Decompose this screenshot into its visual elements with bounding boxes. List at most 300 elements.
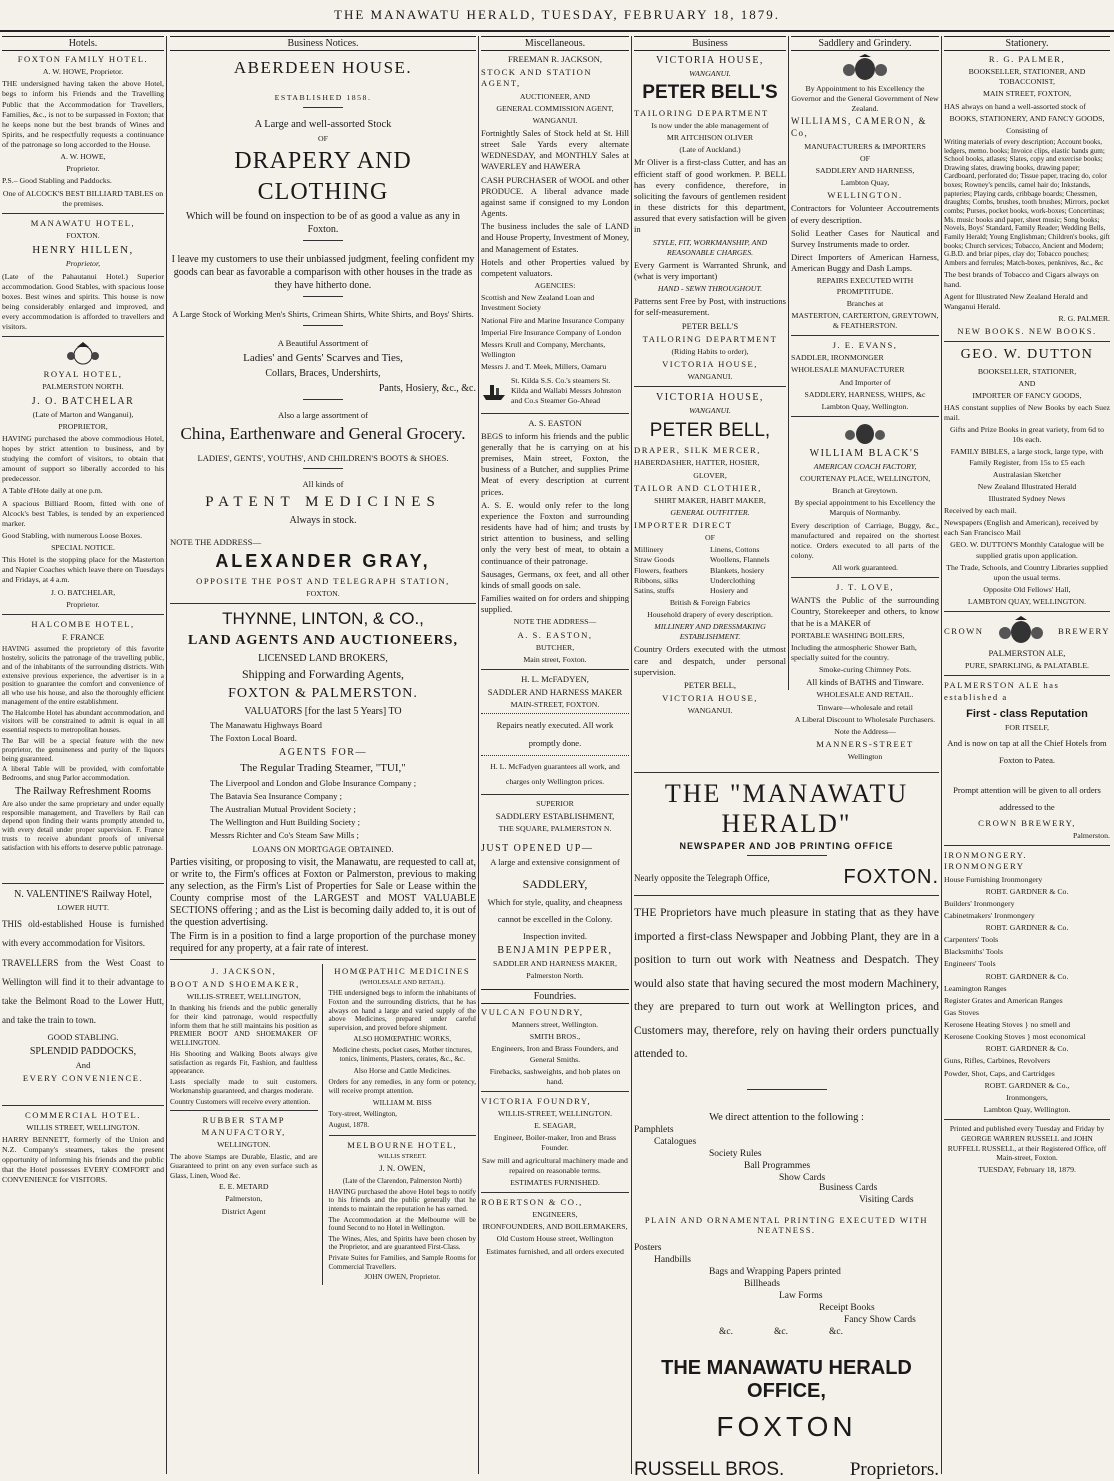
ad-line: A Large and well-assorted Stock [254, 119, 392, 131]
ad-line: Blacksmiths' Tools [944, 947, 1003, 957]
ad-body: Lasts specially made to suit customers. Workmanship guaranteed, and charges moderate. [170, 1077, 318, 1095]
ad-title: BREWERY [1057, 625, 1110, 636]
ad-title: FOXTON FAMILY HOTEL. [17, 54, 149, 64]
ad-title: WILLIAMS, CAMERON, & Co, [791, 116, 927, 139]
ad-line: Estimates furnished, and all orders executed [486, 1246, 624, 1256]
ad-line: Wellington [847, 752, 883, 762]
ad-line: STYLE, FIT, WORKMANSHIP, AND REASONABLE CHARGES. [652, 237, 768, 257]
print-item: Handbills [654, 1254, 691, 1265]
ad-body: Are also under the same proprietary and under equally responsible management, and Travellers by Rail can depend upon finding their wants promptly attended to, with every detail under proper supervision. F. France trusts to receive abundant proofs of universal satisfaction with his efforts to deserve public patronage. [2, 799, 164, 852]
royal-coat-of-arms-icon [837, 54, 893, 82]
ad-line: BOOKS, STATIONERY, AND FANCY GOODS, [949, 113, 1105, 123]
ad-body: THE Proprietors have much pleasure in stating that as they have imported a first-class Newspaper and Jobbing Plant, they are in a position to turn out work with Neatness and Despatch. They would also state that having secured the most modern Machinery, they are prepared to turn out work at Wellington prices, and Customers may, therefore, rely on having their orders punctually attended to. [634, 907, 939, 1061]
ad-body: TRAVELLERS from the West Coast to Wellington will find it to their advantage to take the Belmont Road to the Lower Hutt, and take the train to town. [2, 958, 164, 1026]
ad-line: NOTE THE ADDRESS— [513, 617, 597, 627]
ad-line: (Late of Auckland.) [679, 145, 741, 155]
ad-cell [329, 964, 477, 1285]
ad-line: WILLIS STREET, WELLINGTON. [26, 1122, 140, 1132]
ad-line: (Late of Marton and Wanganui), [32, 409, 134, 419]
ad-line: Also a large assortment of [277, 410, 369, 420]
ad-title: J. T. LOVE, [836, 582, 894, 593]
column-rule [788, 36, 789, 690]
ad-line: IMPORTER DIRECT [634, 520, 733, 531]
ad-line: BOOKSELLER, STATIONER, [977, 366, 1077, 376]
ad-line: FOR ITSELF, [1005, 723, 1049, 733]
ad-signature: Palmerston, [225, 1194, 263, 1204]
ad-line: PORTABLE WASHING BOILERS, [791, 630, 905, 640]
ad-line: GENERAL OUTFITTER. [670, 507, 750, 517]
ad-line: All kinds of [302, 479, 344, 490]
ad-line: CROWN BREWERY, [978, 817, 1076, 828]
ad-title: CROWN [944, 625, 984, 636]
ad-signature: WANGANUI. [687, 706, 733, 716]
ad-row [634, 1459, 939, 1481]
ad-body: WANTS the Public of the surrounding Country, Storekeeper and others, to know that he is a MAKER of [791, 595, 939, 628]
ad-name: F. FRANCE [61, 631, 105, 642]
ad-line: MR AITCHISON OLIVER [666, 133, 754, 143]
ad-body: The Bar will be a special feature with the new proprietor, the genuineness and purity of the liquors being guaranteed. [2, 736, 164, 763]
ad-headline: PETER BELL'S [642, 82, 778, 104]
ad-headline: FOXTON. [843, 866, 939, 888]
ad-line: LOANS ON MORTGAGE OBTAINED. [252, 843, 394, 854]
ad-signature: District Agent [221, 1206, 266, 1216]
print-item: Bags and Wrapping Papers printed [709, 1266, 841, 1277]
ad-title: R. G. PALMER, [988, 54, 1066, 64]
ad-headline: DRAPERY AND CLOTHING [234, 147, 412, 206]
ad-title: J. JACKSON, [211, 965, 277, 976]
ad-line: The best brands of Tobacco and Cigars always on hand. [944, 269, 1099, 289]
ad-line: LADIES', GENTS', YOUTHS', AND CHILDREN'S BOOTS & SHOES. [197, 453, 449, 464]
column-miscellaneous [481, 36, 629, 1474]
goods-item: Straw Goods [634, 555, 675, 565]
print-item: &c. [829, 1326, 843, 1337]
print-item: Pamphlets [634, 1124, 674, 1135]
ad-title: MANAWATU HOTEL, [30, 217, 136, 228]
ad-headline: GEO. W. DUTTON [960, 347, 1094, 363]
ad-line: A large and extensive consignment of [490, 857, 620, 868]
ad-line: REPAIRS EXECUTED WITH PROMPTITUDE. [816, 276, 914, 296]
ad-line: The Regular Trading Steamer, "TUI," [240, 762, 406, 775]
divider [170, 603, 476, 604]
ad-body: Every description of Carriage, Buggy, &c., manufactured and repaired on the shortest notice. Orders executed to all parts of the colony. [791, 520, 939, 560]
section-heading: Business Notices. [170, 36, 476, 51]
ad-body: A liberal Table will be provided, with comfortable Bedrooms, and snug Parlor accommodation. [2, 765, 164, 783]
ad-line: Which for style, quality, and cheapness cannot be excelled in the Colony. [487, 897, 623, 925]
ad-line: Guns, Rifles, Carbines, Revolvers [944, 1056, 1051, 1066]
ad-body: The business includes the sale of LAND and House Property, Investment of Money, and Management of Estates. [481, 221, 629, 254]
ad-signature: R. G. PALMER. [1058, 314, 1110, 324]
ad-line: ENGINEERS, [532, 1210, 578, 1220]
print-item: Posters [634, 1242, 662, 1253]
ad-line: Scottish and New Zealand Loan and Investment Society [481, 293, 595, 313]
divider [481, 669, 629, 670]
ad-line: BOOT AND SHOEMAKER, [170, 978, 300, 989]
ad-line: PURE, SPARKLING, & PALATABLE. [964, 661, 1089, 671]
ad-line: GEO. W. DUTTON'S Monthly Catalogue will be supplied gratis upon application. [950, 540, 1104, 560]
ad-line: Imperial Fire Insurance Company of London [481, 327, 622, 337]
ad-body: And is now on tap at all the Chief Hotels from Foxton to Patea. [947, 738, 1107, 766]
ad-line: Illustrated Sydney News [988, 493, 1066, 503]
ad-line: By special appointment to his Excellency the Marquis of Normanby. [794, 498, 936, 518]
ad-signature: WILLIAM M. BISS [372, 1098, 432, 1107]
ad-line: The Liverpool and London and Globe Insurance Company ; [210, 777, 417, 788]
goods-item: Blankets, hosiery [710, 565, 765, 575]
ad-line: National Fire and Marine Insurance Company [481, 315, 625, 325]
divider [481, 1091, 629, 1092]
goods-item: Ribbons, silks [634, 575, 679, 585]
ad-line: PROPRIETOR, [58, 421, 108, 431]
ad-line: Kerosene Cooking Stoves } most economical [944, 1032, 1086, 1042]
ad-line: GENERAL COMMISSION AGENT, [496, 103, 614, 113]
divider [303, 296, 343, 297]
ad-line: OF [705, 533, 715, 543]
section-heading: Stationery. [944, 36, 1110, 51]
ad-line: TAILOR AND CLOTHIER, [634, 482, 762, 493]
ad-line: The Batavia Sea Insurance Company ; [210, 790, 342, 801]
ad-line: MAIN STREET, FOXTON, [982, 89, 1072, 99]
print-item: &c. [774, 1326, 788, 1337]
ad-name: HENRY HILLEN, [32, 244, 134, 257]
ad-line: Cabinetmakers' Ironmongery [944, 910, 1035, 920]
ad-body: Writing materials of every description; Account books, ledgers, memo. books; Invoice clips, elastic bands gum; School books, atlases; Slates, copy and exercise books; Drawing slates, drawing books, drawing paper; Cardboard, perforated do; Tissue paper, tracing do, color boxes; Rowney's pencils, camel hair do; Inkstands, papteries; Playing cards, cribbage boards; Chessmen, draughts; Combs, brushes, tooth brushes; Mirrors, pocket combs; Purses, pocket books, work-boxes; Concertinas; Ms. music books and paper, sheet music; Song books; Novels, Boys' Standard, Family Reader; Wedding Bells, Family Herald; Young Englishman; Children's books, gift books; Church services; Tobacco, Ancient and Modern; G.B.D. and briar pipes, clay do; Tobacco pouches; Ambers and ferrules; Match-boxes, penknives, &c., &c [944, 137, 1110, 267]
ad-line: Opposite Old Fellows' Hall, [983, 584, 1071, 594]
ad-line: ESTABLISHED 1858. [274, 93, 372, 103]
steamer-icon [481, 381, 507, 401]
ad-line: Note the Address— [834, 726, 896, 736]
ad-title: A. S. EASTON [528, 417, 582, 428]
ad-line: FOXTON. [66, 230, 100, 240]
ad-line: PLAIN AND ORNAMENTAL PRINTING EXECUTED WITH NEATNESS. [644, 1214, 929, 1235]
ad-line: FOXTON. [306, 588, 340, 598]
ad-line: Palmerston. [1072, 831, 1110, 841]
ad-line: BUTCHER, [535, 642, 575, 652]
ad-line: All kinds of BATHS and Tinware. [806, 677, 924, 688]
print-item: &c. [719, 1326, 733, 1337]
ad-line: Branch at Greytown. [832, 486, 898, 496]
ad-line: MAIN-STREET, FOXTON. [510, 700, 600, 710]
ad-signature: VICTORIA HOUSE, [662, 359, 758, 370]
ad-body: THE undersigned having taken the above Hotel, begs to inform his Friends and the Travelling Public that the Accommodation for Travellers, Families, &c., is not to be surpassed in Foxton; that he keeps none but the best brands of Wines and Spirits, and he respectfully requests a continuance of the patronage so long accorded to the House. [2, 79, 164, 150]
ad-line: Main street, Foxton. [523, 654, 587, 664]
ad-line: LICENSED LAND BROKERS, [258, 653, 388, 665]
ad-body: Patterns sent Free by Post, with instructions for self-measurement. [634, 296, 786, 318]
goods-item: Millinery [634, 545, 664, 555]
ad-signature: Proprietor. [66, 599, 100, 609]
royal-coat-of-arms-icon [837, 421, 893, 445]
ad-line: JUST OPENED UP— [481, 843, 594, 855]
ad-body: HAVING purchased the above Hotel begs to notify to his friends and the public generally that he intends to maintain the reputation he has earned. [328, 1187, 476, 1213]
ad-line: WILLIS-STREET, WELLINGTON. [497, 1109, 613, 1119]
divider [481, 755, 629, 756]
ad-line: Also Horse and Cattle Medicines. [353, 1066, 451, 1075]
divider [747, 855, 827, 856]
divider [2, 883, 164, 884]
ad-line: Agent for Illustrated New Zealand Herald and Wanganui Herald. [944, 291, 1088, 311]
ad-line: And [75, 1060, 91, 1071]
ad-headline: First - class Reputation [966, 707, 1088, 720]
divider [791, 335, 939, 336]
divider [944, 675, 1110, 676]
ad-name: J. O. BATCHELAR [31, 395, 135, 407]
ad-line: WANGANUI. [532, 115, 578, 125]
ad-headline: FOXTON [716, 1410, 857, 1442]
print-item: Visiting Cards [859, 1194, 914, 1205]
ad-body: Mr Oliver is a first-class Cutter, and has an efficient staff of good workmen. P. BELL has every confidence, therefore, in soliciting the favours of gentlemen resident in these districts for this department, assured that every satisfaction will be given in [634, 157, 786, 235]
ad-title: VICTORIA FOUNDRY, [481, 1095, 592, 1106]
divider [2, 213, 164, 214]
divider [634, 386, 786, 387]
print-item: Fancy Show Cards [844, 1314, 916, 1325]
column-stationery [944, 36, 1110, 1474]
ad-line: SHIRT MAKER, HABIT MAKER, [654, 495, 766, 505]
ad-signature: Tory-street, Wellington, [328, 1110, 397, 1119]
ad-title: The Railway Refreshment Rooms [15, 785, 151, 797]
section-heading: Miscellaneous. [481, 36, 629, 51]
ad-line: SADDLERY AND HARNESS, [815, 166, 915, 175]
print-item: Business Cards [819, 1182, 878, 1193]
ad-signature: Lambton Quay, Wellington. [983, 1104, 1071, 1114]
ad-line: WHOLESALE MANUFACTURER [791, 365, 905, 375]
ad-line: Messrs Richter and Co's Steam Saw Mills ; [210, 830, 359, 841]
ad-title: VICTORIA HOUSE, [656, 392, 764, 404]
ad-line: A Table d'Hote daily at one p.m. [2, 486, 103, 496]
divider [944, 341, 1110, 342]
ad-title: ROBERTSON & CO., [481, 1196, 583, 1207]
ad-signature: J. O. BATCHELAR, [50, 587, 116, 597]
ad-line: OF [860, 153, 870, 163]
ad-body: The Halcombe Hotel has abundant accommodation, and visitors will be constrained to admit is equal in all essential respects to metropolitan houses. [2, 708, 164, 735]
ad-line: A. W. HOWE, Proprietor. [42, 67, 124, 77]
divider [481, 794, 629, 795]
divider [944, 845, 1110, 846]
ad-line: The Trade, Schools, and Country Libraries supplied upon the usual terms. [946, 562, 1108, 582]
ad-line: TAILORING DEPARTMENT [634, 107, 769, 118]
ad-title: ABERDEEN HOUSE. [233, 58, 413, 77]
goods-item: Linens, Cottons [710, 545, 760, 555]
divider [2, 614, 164, 615]
ad-name: SMITH BROS., [529, 1032, 581, 1042]
ad-line: STOCK AND STATION AGENT, [481, 67, 593, 89]
ad-title: VULCAN FOUNDRY, [481, 1006, 584, 1017]
ad-line: OPPOSITE THE POST AND TELEGRAPH STATION, [196, 575, 450, 586]
ad-signature: PETER BELL'S [681, 320, 739, 331]
ad-line: Always in stock. [289, 515, 357, 527]
ad-body: HAVING purchased the above commodious Hotel, hopes by strict attention to business, and by studying the comfort of visitors, to obtain that amount of support so liberally accorded to his predecessor. [2, 433, 164, 484]
ad-signature: WANGANUI. [687, 372, 733, 382]
divider [634, 895, 939, 896]
ad-line: PALMERSTON NORTH. [42, 382, 124, 392]
column-saddlery [791, 36, 939, 762]
ad-body: (Late of the Pahautanui Hotel.) Superior accommodation. Good Stables, with spacious loose boxes. Best wines and spirits. This house is now being considerably enlarged and improved, and every accommodation is afforded to travellers and visitors. [2, 271, 164, 332]
ad-body: The Firm is in a position to find a large proportion of the purchase money required for any property, at a fair rate of interest. [170, 930, 476, 954]
divider [2, 336, 164, 337]
ad-line: The Australian Mutual Provident Society ; [210, 804, 356, 815]
ad-line: DRAPER, SILK MERCER, [634, 445, 761, 456]
ad-body: HARRY BENNETT, formerly of the Union and N.Z. Company's steamers, takes the present opportunity of informing his friends and the public that the Hotel possesses EVERY COMFORT and CONVENIENCE for VISITORS. [2, 1134, 164, 1185]
ad-line: British & Foreign Fabrics [669, 597, 751, 607]
ad-body: Saw mill and agricultural machinery made and repaired on reasonable terms. [482, 1155, 628, 1175]
ad-line: By Appointment to his Excellency the Governor and the General Government of New Zealand. [791, 84, 939, 114]
ad-line: Palmerston North. [526, 970, 584, 980]
ad-body: In thanking his friends and the public generally for their kind patronage, would respectfully inform them that he still maintains his position as PREMIER BOOT AND SHOEMAKER OF WELLINGTON. [170, 1003, 318, 1048]
print-item: Ball Programmes [744, 1160, 811, 1171]
ad-line: A Liberal Discount to Wholesale Purchasers. [794, 714, 936, 724]
print-item: Catalogues [654, 1136, 697, 1147]
divider [303, 107, 343, 108]
divider [481, 1192, 629, 1193]
ad-signature: JOHN OWEN, Proprietor. [364, 1273, 441, 1282]
ad-line: NEW BOOKS. NEW BOOKS. [957, 326, 1097, 337]
ad-body: Hotels and other Properties valued by competent valuators. [481, 256, 629, 278]
imprint: Printed and published every Tuesday and Friday by GEORGE WARREN RUSSELL and JOHN RUFFELL RUSSELL, at their Registered Office, off Main-street, Foxton. [947, 1124, 1107, 1163]
divider [2, 1105, 164, 1106]
ad-line: SPLENDID PADDOCKS, [29, 1046, 137, 1058]
ad-headline: LAND AGENTS AND AUCTIONEERS, [188, 633, 458, 649]
imprint-date: TUESDAY, February 18, 1879. [978, 1165, 1076, 1175]
ad-line: THE SQUARE, PALMERSTON N. [498, 824, 612, 834]
print-item: Billheads [744, 1278, 780, 1289]
ad-line: Kerosene Heating Stoves } no smell and [944, 1020, 1071, 1030]
ad-line: EVERY CONVENIENCE. [22, 1073, 144, 1084]
ad-line: SPECIAL NOTICE. [51, 543, 115, 553]
ad-line: And Importer of [839, 377, 891, 387]
ad-body: CASH PURCHASER of WOOL and other PRODUCE. A liberal advance made against same if consigned to my London Agents. [481, 174, 629, 219]
ad-line: The Manawatu Highways Board [210, 720, 322, 731]
divider [170, 1110, 318, 1111]
ad-line: Manners street, Wellington. [511, 1020, 599, 1030]
ad-body: HAS always on hand a well-assorted stock of [944, 101, 1086, 111]
royal-crest-icon [63, 341, 103, 367]
ad-title: RUBBER STAMP MANUFACTORY, [201, 1115, 286, 1137]
ad-line: Australasian Sketcher [992, 469, 1062, 479]
ad-body: This Hotel is the stopping place for the Masterton and Napier Coaches which leave there on Tuesdays and Fridays, at 4 a.m. [2, 555, 164, 585]
ad-line: FAMILY BIBLES, a large stock, large type, with Family Register, from 15s to £5 each [950, 447, 1104, 467]
ad-body: Contractors for Volunteer Accoutrements of every description. [791, 203, 939, 225]
ad-body: Every Garment is Warranted Shrunk, and (what is very important) [634, 259, 786, 281]
divider [791, 577, 939, 578]
ad-line: ALSO HOMŒPATHIC WORKS, [353, 1034, 452, 1043]
ad-body: Families waited on for orders and shipping supplied. [481, 593, 629, 615]
ad-line: All work guaranteed. [831, 563, 899, 572]
ad-line: HABERDASHER, HATTER, HOSIER, [634, 458, 760, 468]
ad-line: MANNERS-STREET [816, 738, 914, 749]
ad-name: BENJAMIN PEPPER, [497, 944, 613, 956]
ad-line: BOOKSELLER, STATIONER, AND TOBACCONIST, [968, 67, 1086, 87]
section-heading: Foundries. [481, 989, 629, 1004]
ad-body: Country Customers will receive every attention. [170, 1096, 311, 1106]
ad-line: (Late of the Clarendon, Palmerston North) [342, 1176, 462, 1185]
ad-line: Messrs Krull and Company, Merchants, Wellington [481, 339, 606, 359]
ad-headline: Proprietors. [849, 1458, 939, 1480]
ad-line: AND [1018, 378, 1036, 388]
ad-line: Old Custom House street, Wellington [496, 1234, 614, 1244]
ad-body: THE undersigned begs to inform the inhabitants of Foxton and the surrounding districts, that he has always on hand a large and varied supply of the above Medicines, prepared under careful supervision, and proved before shipment. [328, 989, 476, 1032]
goods-item: Flowers, feathers [634, 565, 688, 575]
ad-name: E. SEAGAR, [534, 1121, 576, 1131]
ad-line: AGENTS FOR— [279, 747, 367, 759]
goods-item: Woollens, Flannels [710, 555, 770, 565]
ad-signature: Ironmongers, [1006, 1092, 1048, 1102]
ad-headline: FOXTON & PALMERSTON. [228, 685, 418, 701]
ad-row [944, 616, 1110, 646]
ad-headline: ALEXANDER GRAY, [215, 551, 431, 572]
ad-line: COURTENAY PLACE, WELLINGTON, [799, 474, 931, 483]
print-item: Society Rules [709, 1148, 762, 1159]
masthead-rule [0, 30, 1114, 32]
ad-line: The Foxton Local Board. [210, 733, 297, 744]
ad-line: WELLINGTON. [217, 1139, 271, 1149]
ad-body: BEGS to inform his friends and the public generally that he is carrying on at his premises, Main street, Foxton, the business of a Butcher, and supplies Prime Meat of every description at current prices. [481, 430, 629, 497]
ad-line: AMERICAN COACH FACTORY, [813, 461, 917, 471]
column-business-notices [170, 36, 476, 1474]
ad-line: Ladies' and Gents' Scarves and Ties, [243, 351, 403, 364]
ad-line: One of ALCOCK'S BEST BILLIARD TABLES on the premises. [2, 188, 164, 208]
ad-line: Tinware—wholesale and retail [817, 702, 913, 712]
ad-line: IMPORTER OF FANCY GOODS, [972, 390, 1082, 400]
ad-line: WANGANUI. [689, 406, 731, 416]
ad-line: IRONFOUNDERS, AND BOILERMAKERS, [482, 1222, 628, 1232]
ad-headline: SADDLERY, [522, 876, 588, 891]
ad-line: WILLIS STREET. [377, 1152, 427, 1160]
divider [303, 399, 343, 400]
ad-line: Including the atmospheric Shower Bath, specially suited for the country. [791, 642, 917, 663]
ad-line: Lambton Quay, Wellington. [821, 401, 909, 411]
ad-body: Country Orders executed with the utmost care and despatch, under personal supervision. [634, 644, 786, 677]
ad-line: VALUATORS [for the last 5 Years] TO [244, 706, 402, 718]
print-item: Receipt Books [819, 1302, 875, 1313]
ad-line: Is now under the able management of [651, 120, 769, 130]
column-hotels [2, 36, 164, 1474]
ad-line: MILLINERY AND DRESSMAKING ESTABLISHMENT. [654, 622, 766, 642]
ad-line: House Furnishing Ironmongery [944, 874, 1043, 884]
ad-line: P.S.– Good Stabling and Paddocks. [2, 176, 112, 186]
ad-body: His Shooting and Walking Boots always give satisfaction as regards Fit, Fashion, and faultless appearance. [170, 1048, 318, 1076]
ad-line: NOTE THE ADDRESS— [170, 537, 262, 548]
ad-line: SADDLERY ESTABLISHMENT, [495, 811, 615, 822]
divider [481, 413, 629, 414]
ad-line: SADDLERY, HARNESS, WHIPS, &c [804, 389, 926, 399]
ad-signature: A. W. HOWE, [60, 152, 106, 162]
ad-title: FREEMAN R. JACKSON, [507, 54, 603, 64]
ad-line: NEWSPAPER AND JOB PRINTING OFFICE [679, 841, 894, 851]
ad-headline: RUSSELL BROS. [634, 1458, 785, 1480]
ad-body: Engineers, Iron and Brass Founders, and General Smiths. [491, 1044, 619, 1064]
divider [944, 1119, 1110, 1120]
column-rule [941, 36, 942, 1474]
ad-title: H. L. McFADYEN, [521, 673, 589, 684]
ad-cell [170, 964, 323, 1285]
section-heading: Hotels. [2, 36, 164, 51]
divider [791, 416, 939, 417]
ad-line: A Large Stock of Working Men's Shirts, Crimean Shirts, White Shirts, and Boys' Shirts. [172, 309, 474, 320]
ad-line: Shipping and Forwarding Agents, [242, 667, 404, 682]
column-rule [478, 36, 479, 1474]
ad-line: A Beautiful Assortment of [277, 337, 369, 348]
ad-line: Messrs J. and T. Meek, Millers, Oamaru [481, 362, 607, 371]
ad-title: IRONMONGERY. IRONMONGERY [944, 850, 1028, 872]
column-business [634, 36, 786, 716]
divider [944, 611, 1110, 612]
ad-title: N. VALENTINE'S Railway Hotel, [14, 888, 152, 900]
ad-signature: PETER BELL, [683, 679, 737, 690]
ad-body: Parties visiting, or proposing to visit, the Manawatu, are requested to call at, or write to, the Firm's offices at Foxton or Palmerston, previous to making any selection, as the Firm's List of Properties for Sale or Lease within the County comprise most of the LARGEST and MOST VALUABLE SECTIONS offering ; and as the List is becoming daily added to, it is out of the question advertising. [170, 856, 476, 928]
ad-line: AGENCIES: [534, 281, 576, 291]
ad-headline: THE "MANAWATU HERALD" [664, 779, 909, 838]
ad-signature: (Riding Habits to order), [671, 346, 749, 356]
ad-line: Which will be found on inspection to be of as good a value as any in Foxton. [185, 211, 461, 236]
ad-line: Proprietor, [65, 259, 101, 269]
ad-line: St. Kilda S.S. Co.'s steamers St. Kilda and Wallabi Messrs Johnston and Co.s Steamer Go-Ahead [511, 376, 622, 406]
